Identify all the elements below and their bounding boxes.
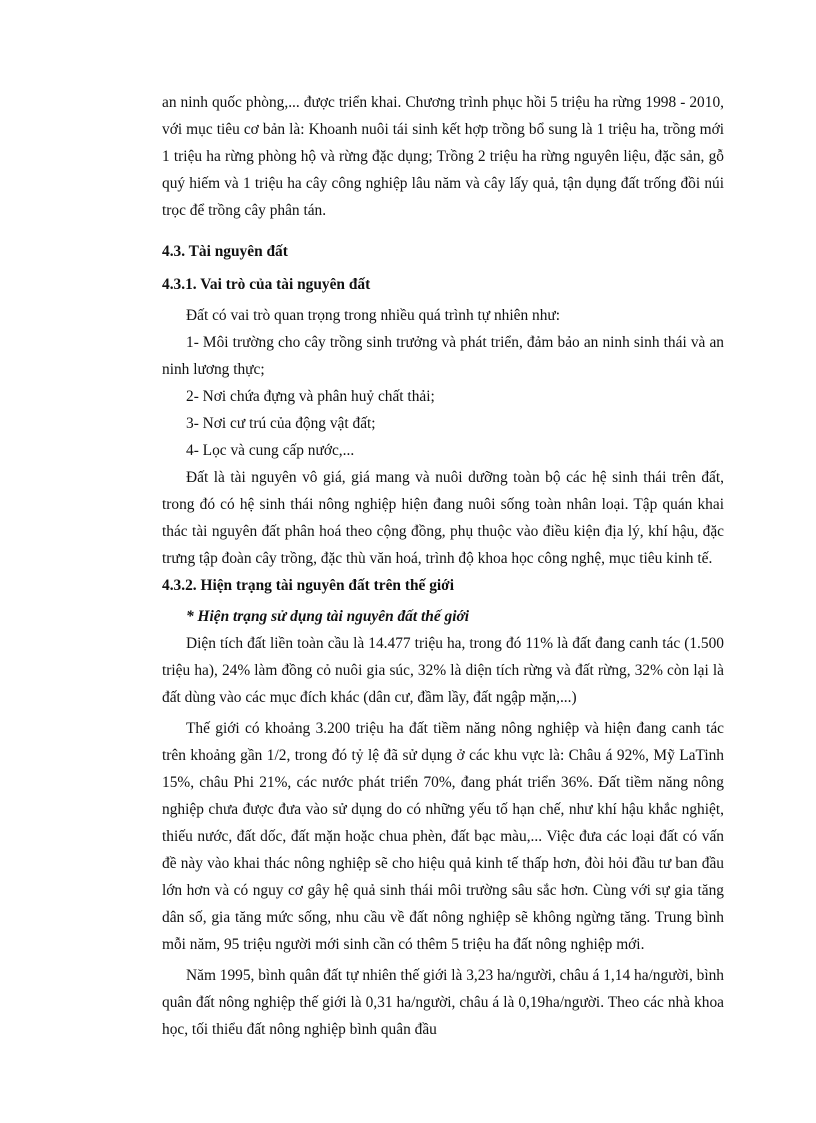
paragraph-role-3: 3- Nơi cư trú của động vật đất;: [186, 415, 376, 432]
section-heading-4-3-2: 4.3.2. Hiện trạng tài nguyên đất trên thế giới: [162, 577, 454, 594]
paragraph-area: Diện tích đất liền toàn cầu là 14.477 triệu ha, trong đó 11% là đất đang canh tác (1.500 triệu ha), 24% làm đồng cỏ nuôi gia súc, 32% là diện tích rừng và đất rừng, 32% còn lại là đất dùng vào các mục đích khác (dân cư, đầm lầy, đất ngập mặn,...): [162, 635, 724, 706]
paragraph-value: Đất là tài nguyên vô giá, giá mang và nuôi dưỡng toàn bộ các hệ sinh thái trên đất, trong đó có hệ sinh thái nông nghiệp hiện đang nuôi sống toàn nhân loại. Tập quán khai thác tài nguyên đất phân hoá theo cộng đồng, phụ thuộc vào điều kiện địa lý, khí hậu, đặc trưng tập đoàn cây trồng, đặc thù văn hoá, trình độ khoa học công nghệ, mục tiêu kinh tế.: [162, 469, 724, 567]
paragraph-1995: Năm 1995, bình quân đất tự nhiên thế giới là 3,23 ha/người, châu á 1,14 ha/người, bình quân đất nông nghiệp thế giới là 0,31 ha/người, châu á là 0,19ha/người. Theo các nhà khoa học, tối thiểu đất nông nghiệp bình quân đầu: [162, 967, 725, 1038]
document-page: [162, 89, 724, 1043]
paragraph-intro: an ninh quốc phòng,... được triển khai. Chương trình phục hồi 5 triệu ha rừng 1998 - 2010, với mục tiêu cơ bản là: Khoanh nuôi tái sinh kết hợp trồng bổ sung là 1 triệu ha, trồng mới 1 triệu ha rừng phòng hộ và rừng đặc dụng; Trồng 2 triệu ha rừng nguyên liệu, đặc sản, gỗ quý hiếm và 1 triệu ha cây công nghiệp lâu năm và cây lấy quả, tận dụng đất trống đồi núi trọc để trồng cây phân tán.: [162, 94, 724, 219]
section-heading-4-3-1: 4.3.1. Vai trò của tài nguyên đất: [162, 276, 371, 293]
paragraph-role-2: 2- Nơi chứa đựng và phân huỷ chất thải;: [186, 388, 435, 405]
paragraph-potential: Thế giới có khoảng 3.200 triệu ha đất tiềm năng nông nghiệp và hiện đang canh tác trên khoảng gần 1/2, trong đó tỷ lệ đã sử dụng ở các khu vực là: Châu á 92%, Mỹ LaTinh 15%, châu Phi 21%, các nước phát triển 70%, đang phát triển 36%. Đất tiềm năng nông nghiệp chưa được đưa vào sử dụng do có những yếu tố hạn chế, như khí hậu khắc nghiệt, thiếu nước, đất dốc, đất mặn hoặc chua phèn, đất bạc màu,... Việc đưa các loại đất có vấn đề này vào khai thác nông nghiệp sẽ cho hiệu quả kinh tế thấp hơn, đòi hỏi đầu tư ban đầu lớn hơn và có nguy cơ gây hệ quả sinh thái môi trường sâu sắc hơn. Cùng với sự gia tăng dân số, gia tăng mức sống, nhu cầu về đất nông nghiệp sẽ không ngừng tăng. Trung bình mỗi năm, 95 triệu người mới sinh cần có thêm 5 triệu ha đất nông nghiệp mới.: [162, 720, 724, 953]
paragraph-role-1: 1- Môi trường cho cây trồng sinh trưởng và phát triển, đảm bảo an ninh sinh thái và an ninh lương thực;: [162, 334, 724, 378]
subheading-usage: * Hiện trạng sử dụng tài nguyên đất thế giới: [186, 608, 470, 625]
paragraph-role-4: 4- Lọc và cung cấp nước,...: [186, 442, 355, 459]
section-heading-4-3: 4.3. Tài nguyên đất: [162, 243, 288, 260]
paragraph-role-intro: Đất có vai trò quan trọng trong nhiều quá trình tự nhiên như:: [186, 307, 561, 324]
